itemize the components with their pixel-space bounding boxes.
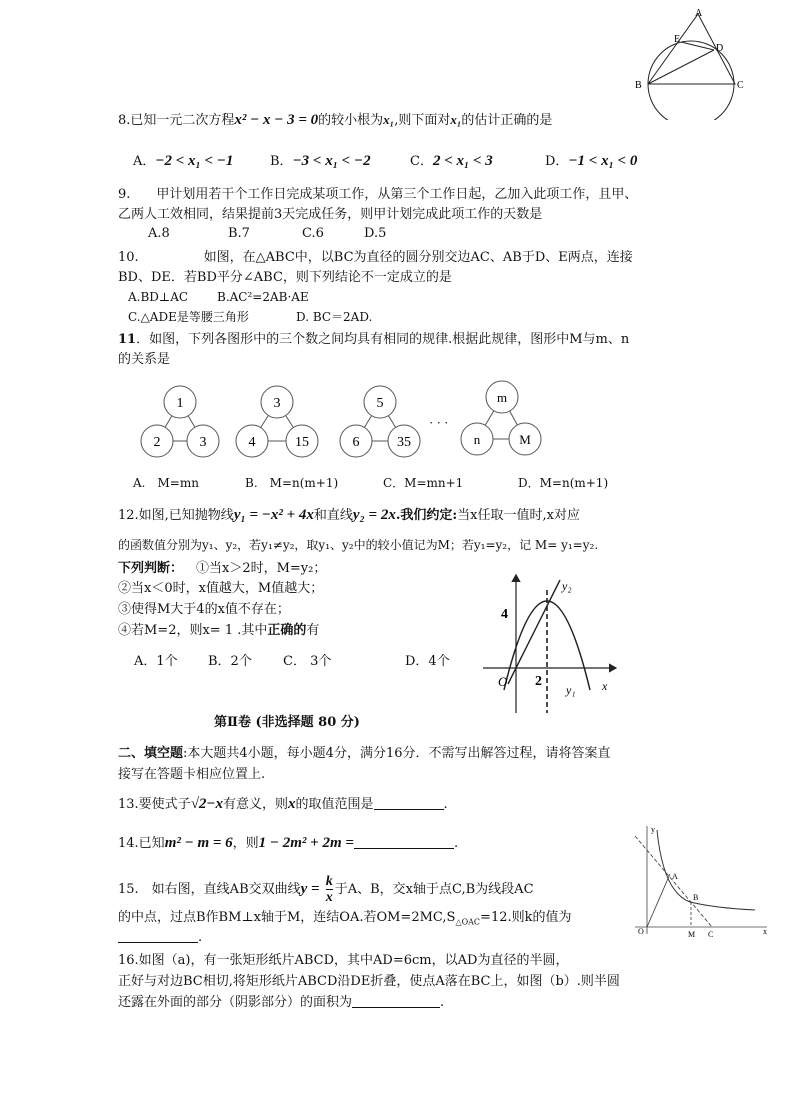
fig4-right: M — [519, 432, 531, 447]
q12-line2: 的函数值分别为y₁、y₂，若y₁≠y₂，取y₁、y₂中的较小值记为M；若y₁=y₂，记 M= y₁=y₂. — [118, 538, 599, 552]
q8-x1: x₁ — [383, 112, 395, 127]
fig2-right: 15 — [295, 435, 309, 450]
q11-figure-2 — [236, 386, 318, 457]
q11-line2: 的关系是 — [118, 352, 171, 367]
q15-graph — [605, 822, 775, 940]
fig1-top: 1 — [176, 396, 184, 411]
q12-stem: 12.如图,已知抛物线y₁ = −x² + 4x和直线y₂ = 2x.我们约定:当x任取一值时,x对应 — [118, 507, 580, 523]
q12-j3: ③使得M大于4的x值不存在； — [118, 602, 290, 617]
q12-judge: 下列判断： — [118, 561, 184, 576]
label-o: O — [498, 674, 508, 689]
fig4-left: n — [473, 432, 481, 447]
line-de — [681, 42, 714, 50]
label-x: x — [602, 679, 608, 693]
q11-option-b: B. M=n(m+1) — [245, 476, 339, 490]
label-a: A — [695, 8, 703, 19]
label-c: C — [737, 80, 744, 91]
q9-option-a: A.8 — [148, 226, 170, 241]
fig2-left: 4 — [248, 435, 256, 450]
line-ab — [635, 836, 712, 927]
line-oa — [647, 874, 670, 927]
q8-equation: x² − x − 3 = 0 — [234, 112, 319, 128]
q15-answer: . — [118, 930, 202, 945]
q8-post: ,则下面对 — [394, 113, 451, 128]
q11-dots: · · · — [429, 415, 449, 430]
q14: 14.已知m² − m = 6，则1 − 2m² + 2m = . — [118, 835, 459, 851]
q12-j1: ①当x＞2时，M=y₂； — [196, 561, 327, 576]
q15-line2: 的中点，过点B作BM⊥x轴于M，连结OA.若$OM=2MC,S_{\triangle OAC}=12$.则k的值为 — [118, 910, 572, 927]
q10-option-a: A.BD⊥AC — [128, 290, 189, 304]
q11-option-a: A. M=mn — [133, 476, 199, 490]
circle-figure — [628, 5, 748, 120]
q16-line3: 还露在外面的部分（阴影部分）的面积为 . — [118, 995, 445, 1010]
q10-option-b: B.AC²=2AB·AE — [217, 290, 309, 304]
q16-line2: 正好与对边BC相切,将矩形纸片ABCD沿DE折叠，使点A落在BC上，如图（b）.则半圆 — [118, 974, 620, 989]
label-2: 2 — [535, 674, 542, 689]
q10-line1: 10. 如图，在△ABC中，以BC为直径的圆分别交边AC、AB于D、E两点，连接 — [118, 250, 633, 265]
q12-option-d: D．4个 — [405, 654, 450, 669]
q9-option-d: D.5 — [364, 226, 387, 241]
q8-option-c: C．2 < x₁ < 3 — [410, 153, 493, 169]
q8-x1b: x₁ — [450, 112, 462, 127]
q11-figures — [130, 375, 560, 465]
fig3-top: 5 — [376, 396, 384, 411]
fig3-right: 35 — [397, 435, 411, 450]
hyperbola-curve — [657, 830, 755, 910]
q15-label-m: M — [688, 930, 696, 939]
q11-option-c: C．M=mn+1 — [383, 476, 464, 490]
q12-option-b: B．2个 — [208, 654, 252, 669]
q15-label-y: y — [651, 825, 655, 834]
q11-figure-1 — [141, 386, 219, 457]
q12-option-c: C． 3个 — [283, 654, 332, 669]
q8-post2: 的估计正确的是 — [461, 113, 553, 128]
q11-figure-4 — [461, 381, 541, 455]
q10-option-c: C.△ADE是等腰三角形 — [128, 310, 249, 324]
q9-line1: 9. 甲计划用若干个工作日完成某项工作，从第三个工作日起，乙加入此项工作，且甲、 — [118, 187, 638, 202]
section2-title: 第Ⅱ卷 (非选择题 80 分) — [214, 715, 360, 730]
q8-option-d: D．−1 < x₁ < 0 — [545, 153, 638, 169]
fig3-left: 6 — [352, 435, 360, 450]
q12-j4: ④若M=2，则x= 1 .其中正确的有 — [118, 623, 320, 638]
section2-desc2: 接写在答题卡相应位置上. — [118, 767, 266, 782]
q8-stem — [118, 109, 552, 129]
q10-option-d: D. BC＝2AD. — [296, 310, 373, 324]
q12-j2: ②当x＜0时，x值越大，M值越大； — [118, 581, 324, 596]
q9-option-c: C.6 — [302, 226, 324, 241]
q11-line1: 11．如图，下列各图形中的三个数之间均具有相同的规律.根据此规律，图形中M与m、n — [118, 332, 630, 347]
q8-mid: 的较小根为 — [318, 113, 384, 128]
q12-option-a: A．1个 — [134, 654, 178, 669]
q8-option-b: B．−3 < x₁ < −2 — [270, 153, 371, 169]
q11-figure-3 — [340, 386, 420, 457]
q8-option-a: A．−2 < x₁ < −1 — [133, 153, 234, 169]
q11-option-d: D．M=n(m+1) — [518, 476, 609, 490]
q10-line2: BD、DE．若BD平分∠ABC，则下列结论不一定成立的是 — [118, 270, 452, 285]
q15-label-o: O — [638, 927, 644, 936]
label-d: D — [716, 43, 724, 54]
q8-pre: 8.已知一元二次方程 — [118, 113, 235, 128]
q15-label-b: B — [693, 893, 699, 902]
label-y2: y₂ — [562, 579, 572, 593]
q15-label-a: A — [672, 872, 678, 881]
label-b: B — [635, 80, 642, 91]
q15-label-c: C — [708, 930, 714, 939]
fig4-top: m — [496, 390, 508, 405]
q12-graph — [478, 570, 623, 715]
q13: 13.要使式子√2−x有意义，则x的取值范围是 . — [118, 796, 448, 812]
section2-desc: 二、填空题:本大题共4小题，每小题4分，满分16分．不需写出解答过程，请将答案直 — [118, 746, 611, 761]
q16-line1: 16.如图（a)，有一张矩形纸片ABCD，其中AD=6cm，以AD为直径的半圆， — [118, 953, 569, 968]
q15-line1: 15. 如右图，直线AB交双曲线y = $\frac{k}{x}$ 于A、B，交x轴于点C,B为线段AC — [118, 874, 534, 905]
fig2-top: 3 — [273, 396, 281, 411]
q15-label-x: x — [763, 927, 767, 936]
fig1-right: 3 — [199, 435, 207, 450]
line-bd — [648, 50, 714, 84]
q9-option-b: B.7 — [228, 226, 250, 241]
label-4: 4 — [501, 607, 508, 622]
fig1-left: 2 — [153, 435, 161, 450]
q9-line2: 乙两人工效相同，结果提前3天完成任务，则甲计划完成此项工作的天数是 — [118, 207, 543, 222]
label-y1: y₁ — [566, 683, 576, 697]
label-e: E — [674, 34, 681, 45]
